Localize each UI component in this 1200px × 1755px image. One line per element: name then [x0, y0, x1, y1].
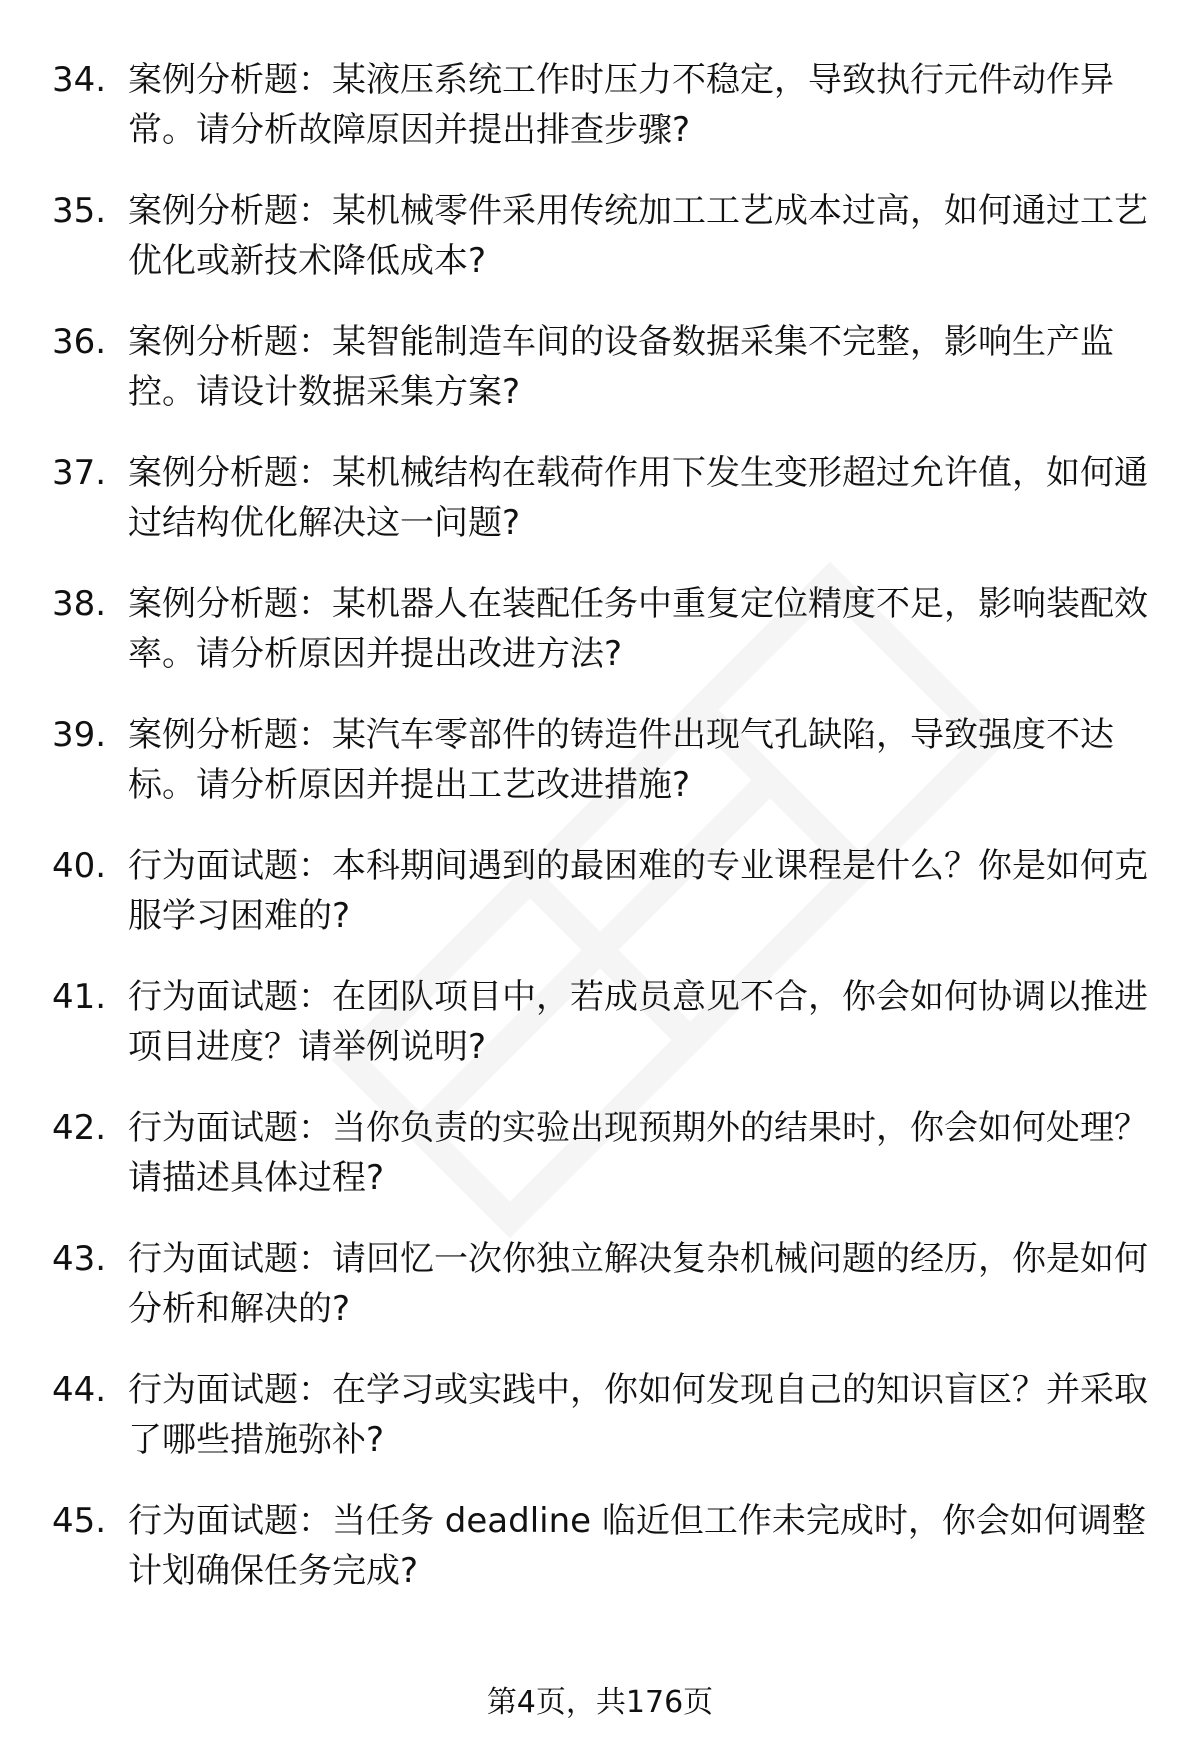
question-number: 37. — [52, 453, 107, 493]
question-item — [0, 579, 1200, 710]
question-item — [0, 1365, 1200, 1496]
question-text: 案例分析题：某机械结构在载荷作用下发生变形超过允许值，如何通过结构优化解决这一问题? — [128, 453, 1148, 543]
question-text: 案例分析题：某液压系统工作时压力不稳定，导致执行元件动作异常。请分析故障原因并提出排查步骤? — [128, 60, 1114, 150]
question-text: 案例分析题：某机器人在装配任务中重复定位精度不足，影响装配效率。请分析原因并提出改进方法? — [128, 584, 1148, 674]
question-item — [0, 1234, 1200, 1365]
question-text: 行为面试题：当你负责的实验出现预期外的结果时，你会如何处理？请描述具体过程? — [128, 1108, 1148, 1198]
question-text: 案例分析题：某智能制造车间的设备数据采集不完整，影响生产监控。请设计数据采集方案? — [128, 322, 1114, 412]
question-item — [0, 972, 1200, 1103]
question-text: 行为面试题：在学习或实践中，你如何发现自己的知识盲区？并采取了哪些措施弥补? — [128, 1370, 1148, 1460]
question-number: 40. — [52, 846, 107, 886]
question-text: 行为面试题：本科期间遇到的最困难的专业课程是什么？你是如何克服学习困难的? — [128, 846, 1148, 936]
question-item — [0, 1496, 1200, 1627]
question-number: 38. — [52, 584, 107, 624]
question-number: 41. — [52, 977, 107, 1017]
question-number: 36. — [52, 322, 107, 362]
question-text: 行为面试题：在团队项目中，若成员意见不合，你会如何协调以推进项目进度？请举例说明? — [128, 977, 1148, 1067]
question-item — [0, 448, 1200, 579]
question-item — [0, 186, 1200, 317]
question-number: 39. — [52, 715, 107, 755]
question-number: 44. — [52, 1370, 107, 1410]
question-number: 35. — [52, 191, 107, 231]
question-text: 行为面试题：当任务 deadline 临近但工作未完成时，你会如何调整计划确保任务完成? — [128, 1501, 1146, 1591]
question-number: 45. — [52, 1501, 107, 1541]
question-item — [0, 710, 1200, 841]
question-item — [0, 55, 1200, 186]
question-number: 34. — [52, 60, 107, 100]
question-item — [0, 317, 1200, 448]
question-number: 43. — [52, 1239, 107, 1279]
question-text: 案例分析题：某汽车零部件的铸造件出现气孔缺陷，导致强度不达标。请分析原因并提出工艺改进措施? — [128, 715, 1114, 805]
question-number: 42. — [52, 1108, 107, 1148]
page-footer: 第4页，共176页 — [486, 1685, 714, 1720]
question-list — [0, 55, 1200, 1627]
question-item — [0, 1103, 1200, 1234]
question-text: 行为面试题：请回忆一次你独立解决复杂机械问题的经历，你是如何分析和解决的? — [128, 1239, 1148, 1329]
question-text: 案例分析题：某机械零件采用传统加工工艺成本过高，如何通过工艺优化或新技术降低成本? — [128, 191, 1148, 281]
question-item — [0, 841, 1200, 972]
